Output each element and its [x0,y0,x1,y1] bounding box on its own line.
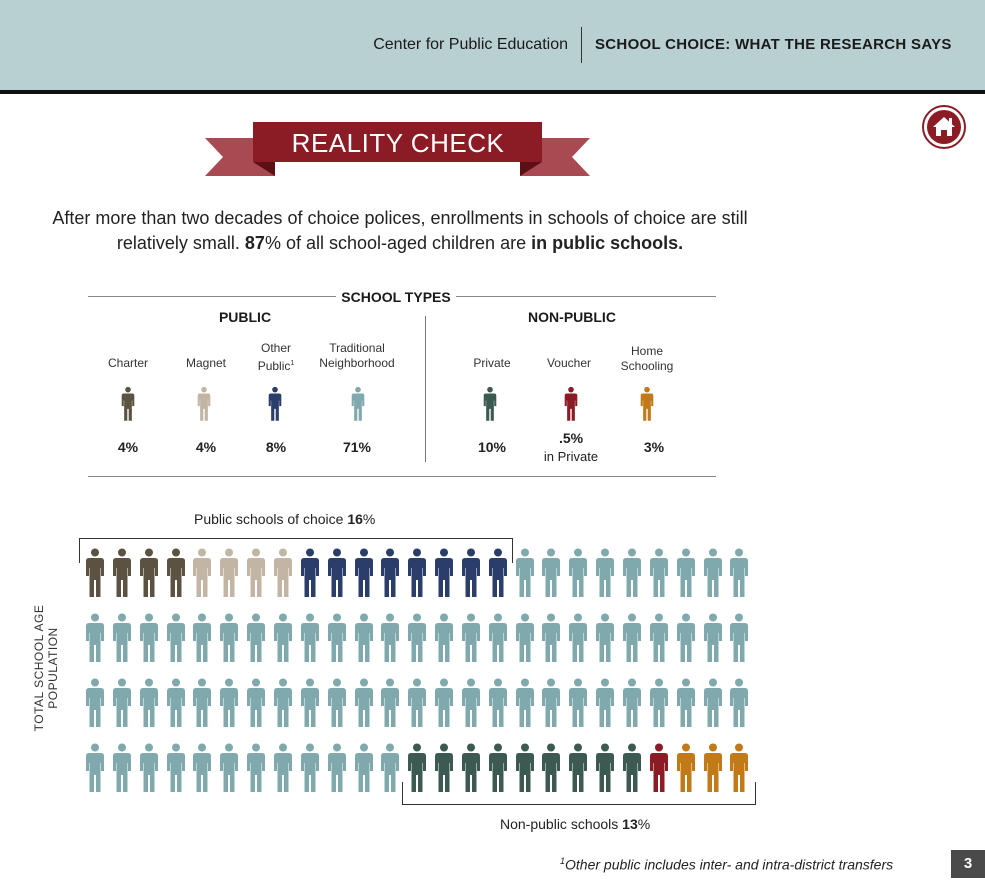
annotation-percent: 13 [622,816,638,832]
legend-pct-other-public: 8% [265,439,287,455]
person-icon-traditional-neighborhood [85,613,105,663]
person-icon-traditional-neighborhood [219,678,239,728]
person-icon-traditional-neighborhood [300,613,320,663]
person-icon-magnet [219,548,239,598]
legend-divider [425,316,426,462]
person-icon-private [407,743,427,793]
person-icon-traditional-neighborhood [166,613,186,663]
legend-person-icon [268,386,282,422]
person-icon-traditional-neighborhood [327,743,347,793]
legend-bottom-rule [88,476,716,477]
person-icon-other-public [434,548,454,598]
legend-person-icon [564,386,578,422]
person-icon-other-public [354,548,374,598]
label-line: Schooling [620,359,674,373]
person-icon-traditional-neighborhood [327,613,347,663]
label-line: Other [260,341,291,355]
annotation-text: % [362,511,376,527]
legend-person-icon [640,386,654,422]
person-icon-traditional-neighborhood [354,613,374,663]
public-choice-label [194,511,375,527]
nonpublic-label [500,816,650,832]
person-icon-traditional-neighborhood [273,613,293,663]
footnote-marker: 1 [560,856,566,866]
label-line: Home [630,344,663,358]
person-icon-traditional-neighborhood [729,678,749,728]
person-icon-private [461,743,481,793]
person-icon-traditional-neighborhood [515,548,535,598]
intro-emphasis: in public schools. [531,233,684,253]
legend-pct-charter: 4% [117,439,139,455]
person-icon-traditional-neighborhood [622,678,642,728]
person-icon-other-public [380,548,400,598]
person-icon-home-schooling [729,743,749,793]
person-icon-voucher [649,743,669,793]
header-divider [581,27,582,63]
person-icon-private [541,743,561,793]
legend-label-charter: Charter [107,356,148,370]
home-icon [922,105,966,149]
person-icon-traditional-neighborhood [703,548,723,598]
person-icon-private [595,743,615,793]
label-line: Neighborhood [319,356,395,370]
legend-pct-private: 10% [477,439,507,455]
person-icon-traditional-neighborhood [246,613,266,663]
footnote-text: Other public includes inter- and intra-district transfers [565,856,894,873]
person-icon-traditional-neighborhood [676,548,696,598]
legend-title: SCHOOL TYPES [336,289,456,305]
person-icon-traditional-neighborhood [568,613,588,663]
y-axis-label: TOTAL SCHOOL AGE POPULATION [32,604,60,732]
label-line [236,356,316,374]
person-icon-traditional-neighborhood [219,613,239,663]
person-icon-traditional-neighborhood [327,678,347,728]
person-icon-traditional-neighborhood [568,548,588,598]
person-icon-traditional-neighborhood [515,678,535,728]
person-icon-charter [85,548,105,598]
person-icon-traditional-neighborhood [380,613,400,663]
person-icon-traditional-neighborhood [703,678,723,728]
person-icon-traditional-neighborhood [112,678,132,728]
person-icon-other-public [488,548,508,598]
legend-pct-traditional: 71% [342,439,372,455]
label-text: Public [257,359,291,373]
person-icon-traditional-neighborhood [192,678,212,728]
annotation-text: % [637,816,651,832]
person-icon-magnet [192,548,212,598]
person-icon-traditional-neighborhood [407,613,427,663]
person-icon-other-public [327,548,347,598]
person-icon-traditional-neighborhood [192,743,212,793]
person-icon-traditional-neighborhood [354,743,374,793]
person-icon-traditional-neighborhood [676,678,696,728]
legend-voucher-note: in Private [543,449,599,464]
intro-text-part: % of all school-aged children are [264,233,532,253]
legend-label-other-public [236,341,316,374]
page-header [0,0,985,94]
legend-pct-voucher: .5% [558,430,584,446]
legend-label-magnet: Magnet [185,356,227,370]
legend-person-icon [197,386,211,422]
person-icon-traditional-neighborhood [461,678,481,728]
nonpublic-group-title: NON-PUBLIC [528,309,616,325]
person-icon-traditional-neighborhood [112,613,132,663]
person-icon-traditional-neighborhood [595,613,615,663]
person-icon-traditional-neighborhood [488,613,508,663]
annotation-percent: 16 [347,511,363,527]
person-icon-traditional-neighborhood [273,743,293,793]
person-icon-charter [139,548,159,598]
person-icon-traditional-neighborhood [219,743,239,793]
annotation-text: Public schools of choice [194,511,348,527]
person-icon-traditional-neighborhood [649,613,669,663]
person-icon-home-schooling [676,743,696,793]
person-icon-traditional-neighborhood [246,743,266,793]
person-icon-private [515,743,535,793]
footnote-marker: 1 [290,360,295,367]
person-icon-traditional-neighborhood [595,678,615,728]
person-icon-traditional-neighborhood [729,613,749,663]
person-icon-other-public [407,548,427,598]
person-icon-traditional-neighborhood [85,678,105,728]
person-icon-traditional-neighborhood [676,613,696,663]
person-icon-traditional-neighborhood [595,548,615,598]
person-icon-charter [166,548,186,598]
person-icon-traditional-neighborhood [649,678,669,728]
legend-label-private: Private [473,356,511,370]
person-icon-home-schooling [703,743,723,793]
person-icon-private [434,743,454,793]
person-icon-magnet [246,548,266,598]
person-icon-traditional-neighborhood [300,743,320,793]
person-icon-traditional-neighborhood [139,678,159,728]
person-icon-traditional-neighborhood [166,743,186,793]
person-icon-traditional-neighborhood [407,678,427,728]
intro-percent: 87 [244,233,265,253]
legend-person-icon [483,386,497,422]
person-icon-private [488,743,508,793]
person-icon-traditional-neighborhood [380,678,400,728]
person-icon-traditional-neighborhood [192,613,212,663]
intro-line-2 [20,231,780,256]
person-icon-private [622,743,642,793]
legend-person-icon [121,386,135,422]
person-icon-traditional-neighborhood [85,743,105,793]
person-icon-traditional-neighborhood [703,613,723,663]
person-icon-traditional-neighborhood [541,613,561,663]
label-line: Traditional [329,341,385,355]
person-icon-traditional-neighborhood [622,548,642,598]
person-icon-other-public [300,548,320,598]
banner-title: REALITY CHECK [291,128,505,158]
person-icon-traditional-neighborhood [434,613,454,663]
legend-pct-magnet: 4% [195,439,217,455]
footnote [560,856,893,873]
person-icon-traditional-neighborhood [729,548,749,598]
person-icon-traditional-neighborhood [139,613,159,663]
org-name: Center for Public Education [373,36,568,53]
annotation-text: Non-public schools [500,816,623,832]
person-icon-traditional-neighborhood [434,678,454,728]
legend-pct-home-schooling: 3% [643,439,665,455]
legend-label-home-schooling [607,344,687,374]
person-icon-traditional-neighborhood [380,743,400,793]
person-icon-traditional-neighborhood [246,678,266,728]
home-button[interactable] [922,105,966,149]
person-icon-magnet [273,548,293,598]
legend-label-voucher: Voucher [546,356,592,370]
person-icon-traditional-neighborhood [461,613,481,663]
intro-text-part: relatively small. [116,233,245,253]
person-icon-private [568,743,588,793]
person-icon-traditional-neighborhood [568,678,588,728]
person-icon-traditional-neighborhood [541,678,561,728]
person-icon-traditional-neighborhood [515,613,535,663]
person-icon-traditional-neighborhood [622,613,642,663]
person-icon-traditional-neighborhood [488,678,508,728]
legend-label-traditional [307,341,407,371]
person-icon-other-public [461,548,481,598]
person-icon-traditional-neighborhood [354,678,374,728]
person-icon-traditional-neighborhood [166,678,186,728]
public-group-title: PUBLIC [218,309,272,325]
document-title: SCHOOL CHOICE: WHAT THE RESEARCH SAYS [595,36,952,53]
page-number: 3 [951,850,985,878]
person-icon-charter [112,548,132,598]
person-icon-traditional-neighborhood [112,743,132,793]
intro-text [20,206,780,256]
person-icon-traditional-neighborhood [541,548,561,598]
intro-line-1: After more than two decades of choice polices, enrollments in schools of choice are still [52,208,748,228]
person-icon-traditional-neighborhood [649,548,669,598]
legend-person-icon [351,386,365,422]
person-icon-traditional-neighborhood [139,743,159,793]
person-icon-traditional-neighborhood [273,678,293,728]
person-icon-traditional-neighborhood [300,678,320,728]
